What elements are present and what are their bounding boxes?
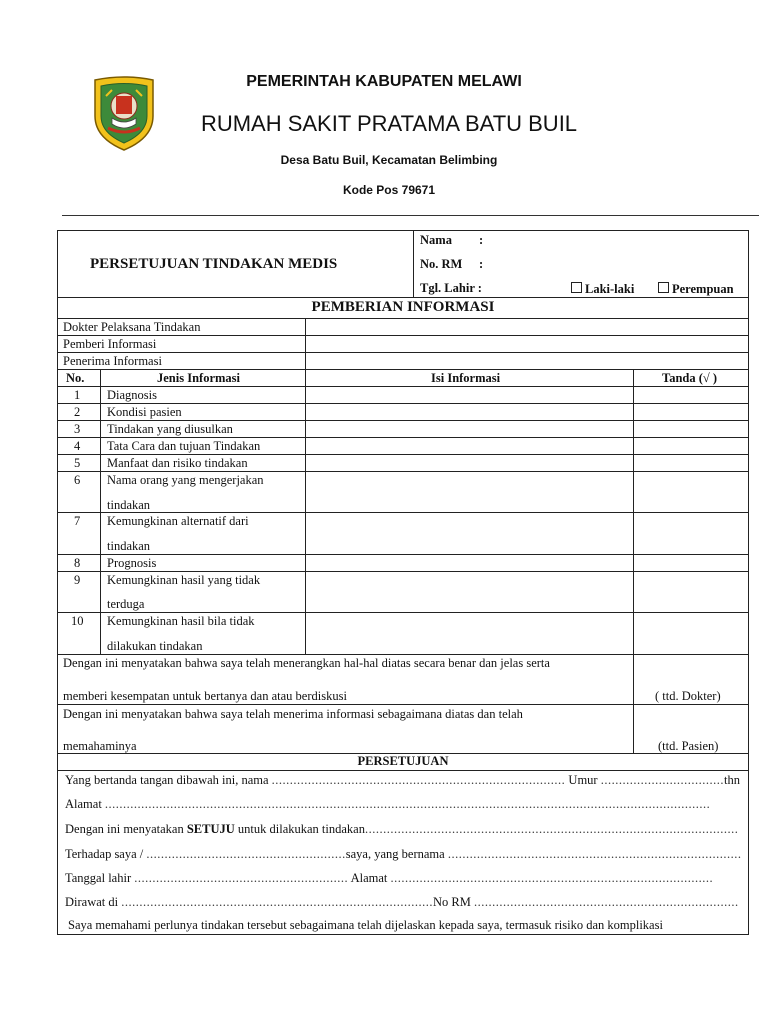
patient-signature-label: (ttd. Pasien)	[658, 739, 719, 753]
consent-name-label: Yang bertanda tangan dibawah ini, nama	[65, 773, 269, 787]
row-label: Tata Cara dan tujuan Tindakan	[107, 439, 261, 453]
gender-female-option[interactable]	[658, 282, 734, 296]
row-label-cont: dilakukan tindakan	[107, 639, 203, 653]
fill-line: .........................................................................................	[390, 871, 714, 885]
consent-age-unit: thn	[723, 773, 740, 787]
consent-line-agree	[65, 823, 738, 836]
row-label: Kemungkinan hasil bila tidak	[107, 614, 255, 628]
consent-line-name	[65, 774, 740, 787]
patient-name-colon: :	[479, 233, 484, 247]
recipient-label: Penerima Informasi	[63, 354, 162, 368]
medical-record-label: No. RM	[420, 257, 463, 271]
fill-line: .................................................................................	[447, 847, 742, 861]
section-title-information: PEMBERIAN INFORMASI	[311, 299, 495, 315]
row-number: 5	[74, 456, 81, 470]
consent-agree-label: Dengan ini menyatakan	[65, 822, 184, 836]
consent-age-label: Umur	[568, 773, 598, 787]
row-label: Nama orang yang mengerjakan	[107, 473, 264, 487]
header-hospital-name: RUMAH SAKIT PRATAMA BATU BUIL	[200, 111, 578, 136]
row-label: Kondisi pasien	[107, 405, 182, 419]
medical-record-colon: :	[479, 257, 484, 271]
header-divider	[62, 215, 759, 216]
patient-name-label: Nama	[420, 233, 452, 247]
column-header-check: Tanda (√ )	[662, 371, 718, 385]
informant-label: Pemberi Informasi	[63, 337, 157, 351]
doctor-statement: Dengan ini menyatakan bahwa saya telah menerangkan hal-hal diatas secara benar dan jelas serta	[63, 656, 550, 670]
row-number: 1	[74, 388, 81, 402]
doctor-label: Dokter Pelaksana Tindakan	[63, 320, 201, 334]
row-label-cont: tindakan	[107, 539, 151, 553]
consent-line-birth	[65, 872, 713, 885]
form-title: PERSETUJUAN TINDAKAN MEDIS	[90, 256, 338, 272]
doctor-signature-label: ( ttd. Dokter)	[655, 689, 721, 703]
row-label: Tindakan yang diusulkan	[107, 422, 233, 436]
gender-male-option[interactable]	[571, 282, 634, 296]
column-header-content: Isi Informasi	[431, 371, 501, 385]
fill-line: .................................................................................	[271, 773, 566, 787]
fill-line: .......................................................	[146, 847, 346, 861]
consent-understanding-statement: Saya memahami perlunya tindakan tersebut sebagaimana telah dijelaskan kepada saya, termasuk risiko dan komplikasi	[68, 918, 663, 932]
row-number: 10	[71, 614, 84, 628]
row-label: Diagnosis	[107, 388, 157, 402]
consent-line-ward	[65, 896, 739, 909]
checkbox-icon[interactable]	[658, 282, 669, 293]
row-label: Kemungkinan hasil yang tidak	[107, 573, 261, 587]
consent-line-subject	[65, 848, 741, 861]
row-label-cont: tindakan	[107, 498, 151, 512]
section-title-consent: PERSETUJUAN	[357, 754, 449, 768]
consent-address-label: Alamat	[65, 797, 102, 811]
fill-line: ...........................................................	[134, 871, 349, 885]
row-number: 2	[74, 405, 81, 419]
consent-agree-keyword: SETUJU	[186, 822, 235, 836]
consent-line-address	[65, 798, 710, 811]
checkbox-icon[interactable]	[571, 282, 582, 293]
consent-record-label: No RM	[432, 895, 471, 909]
column-header-no: No.	[66, 371, 85, 385]
row-label: Kemungkinan alternatif dari	[107, 514, 249, 528]
doctor-statement-cont: memberi kesempatan untuk bertanya dan atau berdiskusi	[63, 689, 347, 703]
fill-line: .........................................................................	[473, 895, 739, 909]
row-number: 9	[74, 573, 81, 587]
row-label: Prognosis	[107, 556, 157, 570]
row-number: 3	[74, 422, 81, 436]
column-header-type: Jenis Informasi	[157, 371, 240, 385]
row-label-cont: terduga	[107, 597, 145, 611]
row-number: 7	[74, 514, 81, 528]
consent-ward-label: Dirawat di	[65, 895, 119, 909]
row-label: Manfaat dan risiko tindakan	[107, 456, 248, 470]
gender-female-label: Perempuan	[672, 282, 734, 296]
consent-agree-label-cont: untuk dilakukan tindakan	[237, 822, 365, 836]
patient-statement: Dengan ini menyatakan bahwa saya telah menerima informasi sebagaimana diatas dan telah	[63, 707, 523, 721]
row-number: 8	[74, 556, 81, 570]
consent-birth-address-label: Alamat	[350, 871, 388, 885]
row-number: 6	[74, 473, 81, 487]
fill-line: ......................................................................................	[121, 895, 433, 909]
birth-date-label: Tgl. Lahir :	[420, 281, 482, 295]
header-government: PEMERINTAH KABUPATEN MELAWI	[246, 73, 522, 90]
fill-line: ..................................	[600, 773, 724, 787]
consent-subject-label: Terhadap saya /	[65, 847, 144, 861]
consent-subject-name-label: saya, yang bernama	[345, 847, 445, 861]
fill-line: .......................................................................................................	[364, 822, 739, 836]
fill-line: .......................................................................................................................................................................	[104, 797, 711, 811]
row-number: 4	[74, 439, 81, 453]
header-address: Desa Batu Buil, Kecamatan Belimbing	[280, 153, 498, 167]
header-postal-code: Kode Pos 79671	[342, 183, 436, 197]
gender-male-label: Laki-laki	[585, 282, 635, 296]
patient-statement-cont: memahaminya	[63, 739, 137, 753]
consent-birth-label: Tanggal lahir	[65, 871, 132, 885]
